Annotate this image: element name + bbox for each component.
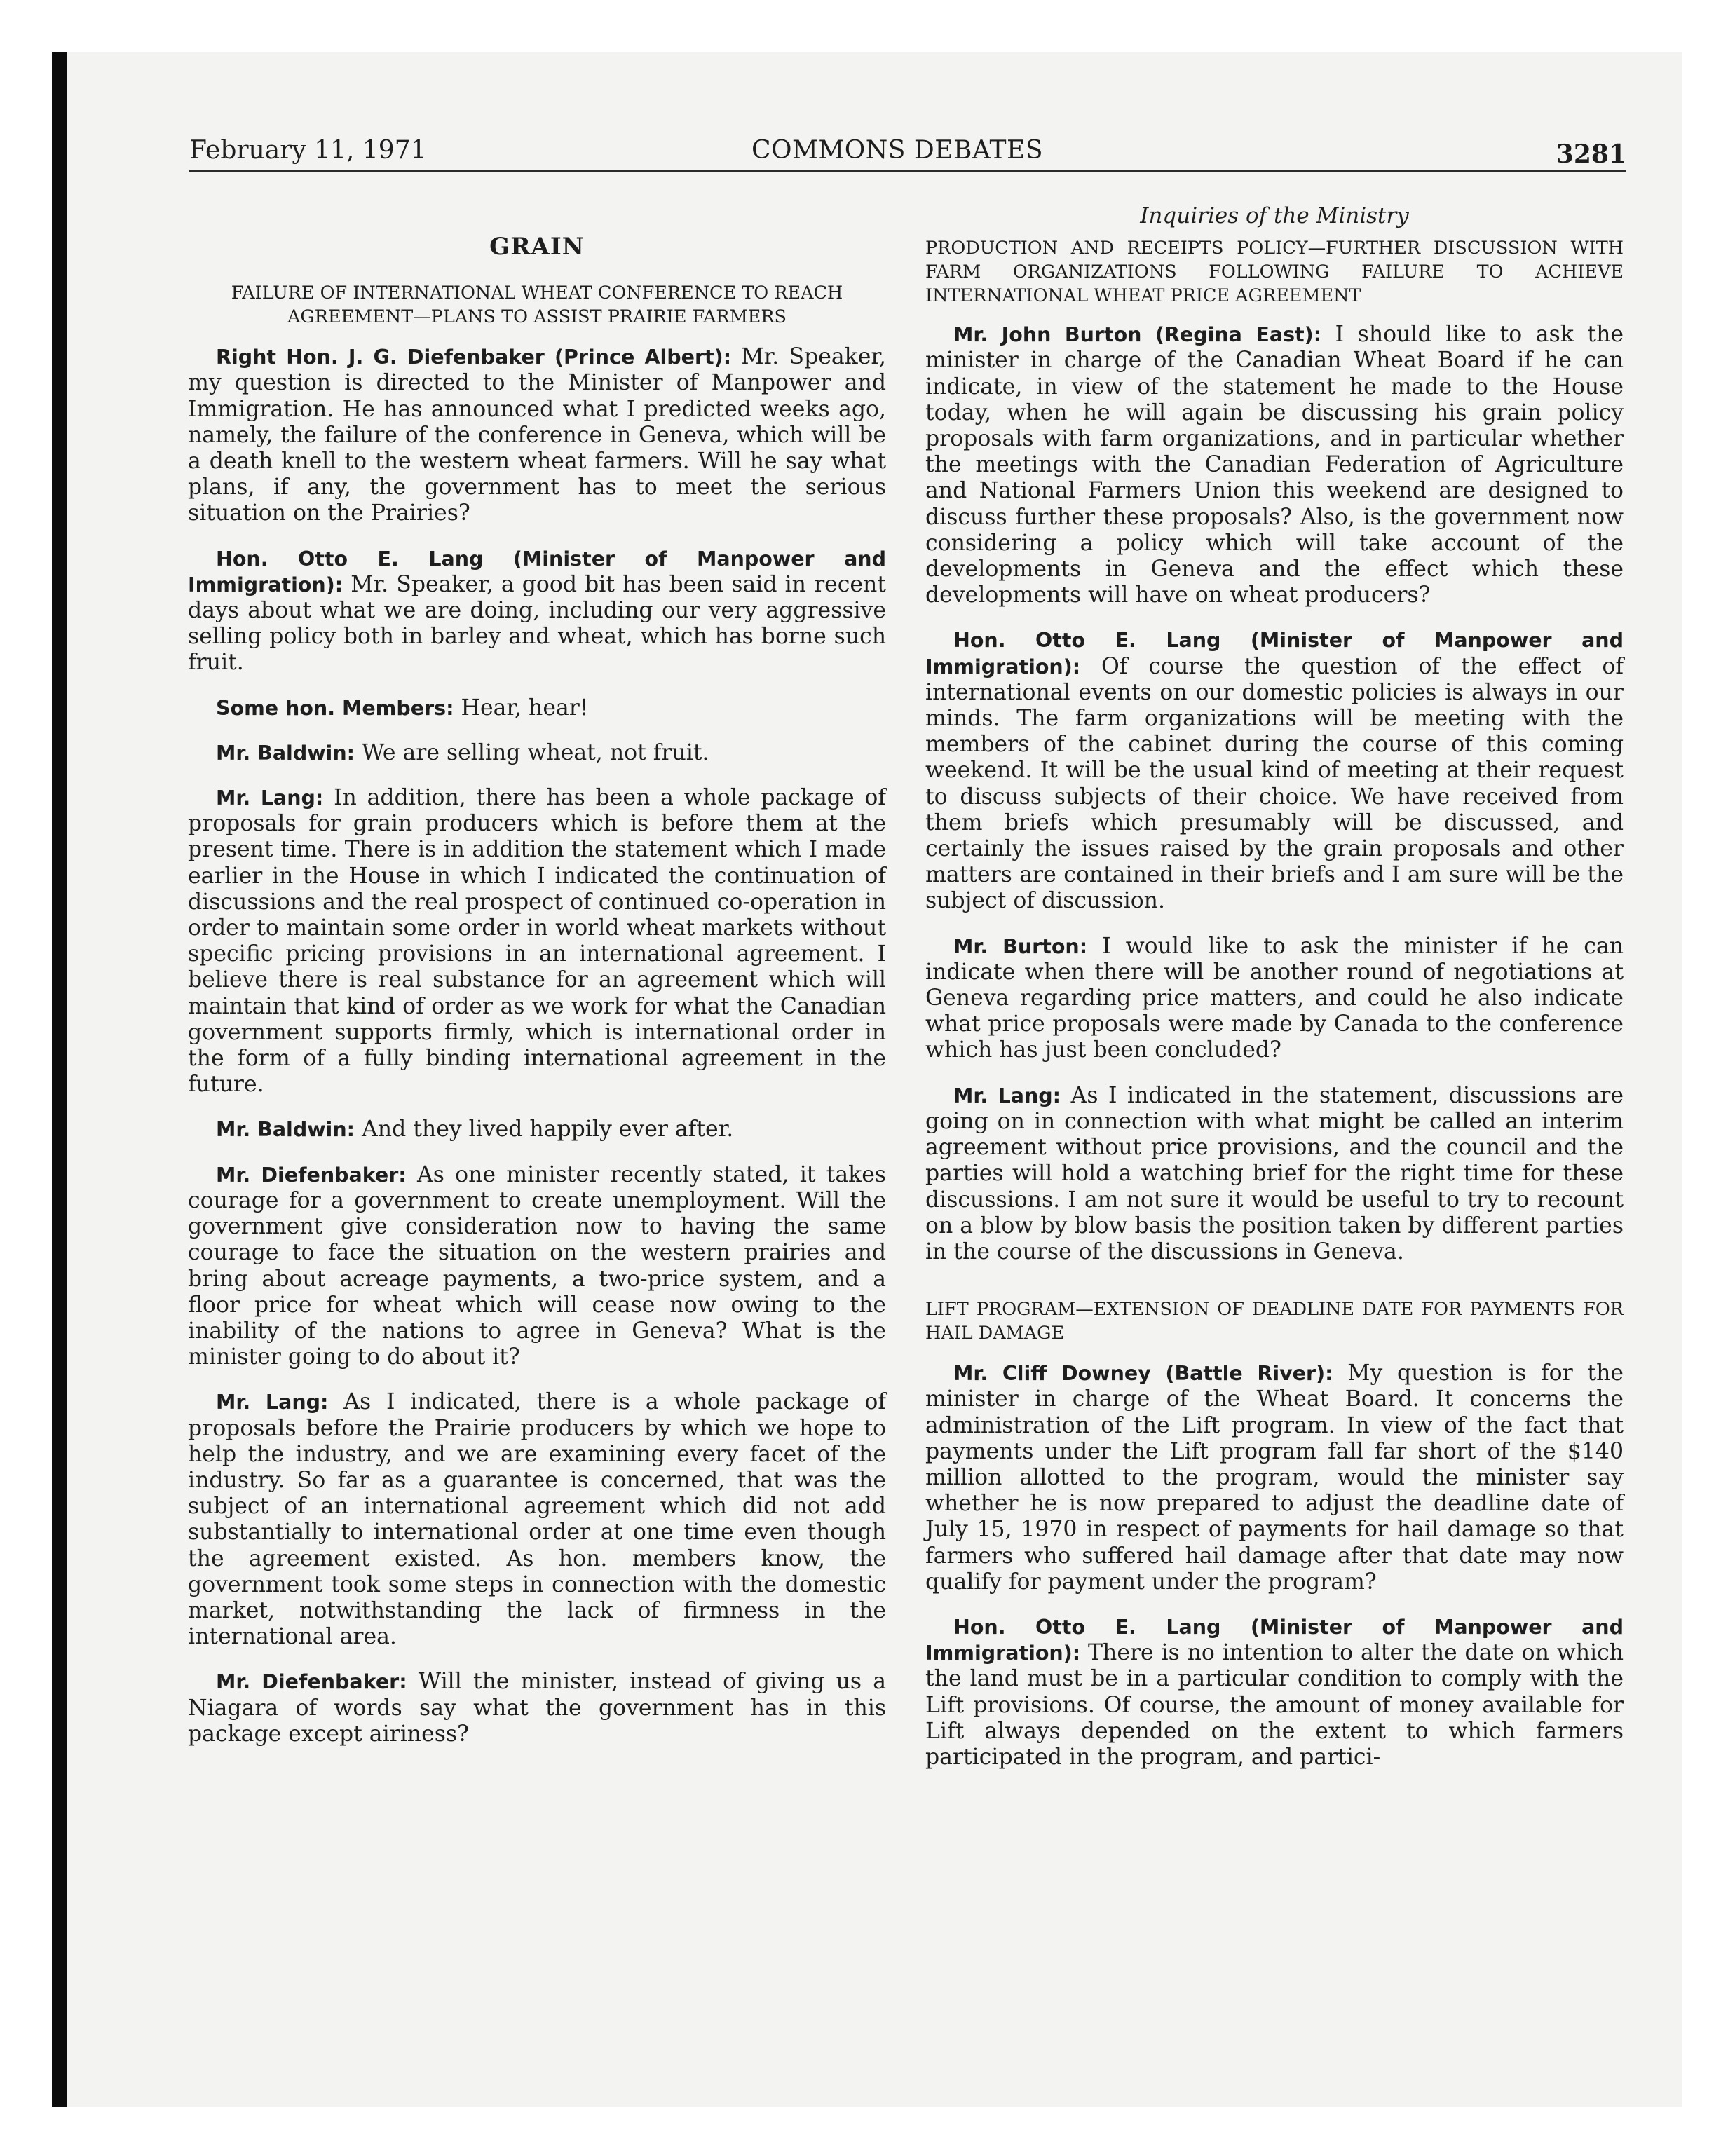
section-heading: FAILURE OF INTERNATIONAL WHEAT CONFERENCE TO REACH AGREEMENT—PLANS TO ASSIST PRAIRIE FARMERS — [231, 282, 843, 328]
speech-text: There is no intention to alter the date on which the land must be in a particular condition to comply with the Lift provisions. Of course, the amount of money available for Lift always depended on the extent to which farmers participated in the program, and partici- — [925, 1640, 1624, 1770]
speech-paragraph — [188, 740, 886, 766]
speech-text: Mr. Speaker, a good bit has been said in recent days about what we are doing, including our very aggressive selling policy both in barley and wheat, which has borne such fruit. — [188, 571, 886, 676]
speaker-name: Hon. Otto E. Lang (Minister of Manpower and Immigration): — [925, 629, 1624, 678]
speech-paragraph — [188, 785, 886, 1098]
speech-text: My question is for the minister in charge of the Wheat Board. It concerns the administration of the Lift program. In view of the fact that payments under the Lift program fall far short of the $140 million allotted to the program, would the minister say whether he is now prepared to adjust the deadline date of July 15, 1970 in respect of payments for hail damage so that farmers who suffered hail damage after that date may now qualify for payment under the program? — [925, 1360, 1624, 1595]
subject-heading: GRAIN — [489, 233, 585, 261]
left-column — [188, 203, 886, 1766]
speech-text: As I indicated, there is a whole package of proposals before the Prairie producers by which we hope to help the industry, and we are examining every facet of the industry. So far as a guarantee is concerned, that was the subject of an international agreement which did not add substantially to international order at one time even though the agreement existed. As hon. members know, the government took some steps in connection with the domestic market, notwithstanding the lack of firmness in the international area. — [188, 1389, 886, 1650]
speaker-name: Mr. Diefenbaker: — [216, 1163, 407, 1187]
speech-paragraph — [188, 1162, 886, 1371]
speaker-name: Hon. Otto E. Lang (Minister of Manpower and Immigration): — [188, 547, 886, 596]
speech-paragraph — [925, 322, 1624, 608]
speaker-name: Mr. John Burton (Regina East): — [953, 323, 1322, 347]
speaker-name: Hon. Otto E. Lang (Minister of Manpower and Immigration): — [925, 1615, 1624, 1665]
speech-paragraph — [188, 695, 886, 721]
speech-paragraph — [188, 1389, 886, 1650]
right-column — [925, 203, 1624, 1789]
speech-text: Of course the question of the effect of international events on our domestic policies is always in our minds. The farm organizations will be meeting with the members of the cabinet during the course of this coming weekend. It will be the usual kind of meeting at their request to discuss subjects of their choice. We have received from them briefs which presumably will be discussed, and certainly the issues raised by the grain proposals and other matters are contained in their briefs and I am sure will be the subject of discussion. — [925, 653, 1624, 914]
speech-text: Hear, hear! — [461, 695, 589, 721]
header-rule — [189, 170, 1626, 172]
speech-text: As I indicated in the statement, discussions are going on in connection with what might be called an interim agreement without price provisions, and the council and the parties will hold a watching brief for the right time for these discussions. I am not sure it would be useful to try to recount on a blow by blow basis the position taken by different parties in the course of the discussions in Geneva. — [925, 1082, 1624, 1264]
speech-text: In addition, there has been a whole package of proposals for grain producers which is before them at the present time. There is in addition the statement which I made earlier in the House in which I indicated the continuation of discussions and the real prospect of continued co-operation in order to maintain some order in world wheat markets without specific pricing provisions in an international agreement. I believe there is real substance for an agreement which will maintain that kind of order as we work for what the Canadian government supports firmly, which is international order in the form of a fully binding international agreement in the future. — [188, 785, 886, 1098]
speech-paragraph — [188, 344, 886, 526]
speech-paragraph — [188, 1669, 886, 1747]
scan-edge-shadow — [52, 52, 67, 2107]
speaker-name: Mr. Diefenbaker: — [216, 1670, 407, 1694]
speech-text: As one minister recently stated, it takes courage for a government to create unemployment. Will the government give consideration now to having the same courage to face the situation on the western prairies and bring about acreage payments, a two-price system, and a floor price for wheat which will cease now owing to the inability of the nations to agree in Geneva? What is the minister going to do about it? — [188, 1161, 886, 1370]
speaker-name: Mr. Lang: — [216, 786, 324, 810]
speech-text: I should like to ask the minister in charge of the Canadian Wheat Board if he can indicate, in view of the statement he made to the House today, when he will again be discussing his grain policy proposals with farm organizations, and in particular whether the meetings with the Canadian Federation of Agriculture and National Farmers Union this weekend are designed to discuss further these proposals? Also, is the government now considering a policy which will take account of the developments in Geneva and the effect which these developments will have on wheat producers? — [925, 322, 1624, 608]
speech-paragraph — [925, 627, 1624, 914]
speaker-name: Mr. Burton: — [953, 934, 1088, 958]
speaker-name: Some hon. Members: — [216, 696, 454, 720]
section-heading-production: PRODUCTION AND RECEIPTS POLICY—FURTHER DISCUSSION WITH FARM ORGANIZATIONS FOLLOWING FAILURE TO ACHIEVE INTERNATIONAL WHEAT PRICE AGREEMENT — [925, 238, 1624, 307]
speech-text: I would like to ask the minister if he can indicate when there will be another round of negotiations at Geneva regarding price matters, and could he also indicate what price proposals were made by Canada to the conference which has just been concluded? — [925, 933, 1624, 1063]
speaker-name: Right Hon. J. G. Diefenbaker (Prince Albert): — [216, 346, 732, 369]
speaker-name: Mr. Lang: — [953, 1084, 1061, 1107]
page-number: 3281 — [1556, 139, 1626, 169]
speaker-name: Mr. Baldwin: — [216, 741, 355, 765]
running-head: Inquiries of the Ministry — [1140, 203, 1409, 228]
page-header — [189, 136, 1626, 171]
speech-paragraph — [188, 546, 886, 676]
speech-paragraph — [188, 1117, 886, 1142]
speech-text: And they lived happily ever after. — [362, 1117, 734, 1142]
header-date: February 11, 1971 — [189, 136, 427, 165]
left-paragraphs — [188, 344, 886, 1747]
speaker-name: Mr. Cliff Downey (Battle River): — [953, 1362, 1333, 1386]
speech-paragraph — [925, 1360, 1624, 1595]
header-title: COMMONS DEBATES — [751, 136, 1043, 165]
speaker-name: Mr. Baldwin: — [216, 1118, 355, 1142]
right-paragraphs-1 — [925, 322, 1624, 1265]
section-heading-lift: LIFT PROGRAM—EXTENSION OF DEADLINE DATE FOR PAYMENTS FOR HAIL DAMAGE — [925, 1299, 1624, 1344]
speech-text: Mr. Speaker, my question is directed to the Minister of Manpower and Immigration. He has announced what I predicted weeks ago, namely, the failure of the conference in Geneva, which will be a death knell to the western wheat farmers. Will he say what plans, if any, the government has to meet the serious situation on the Prairies? — [188, 344, 886, 526]
speech-paragraph — [925, 934, 1624, 1064]
speech-text: Will the minister, instead of giving us a Niagara of words say what the government has in this package except airiness? — [188, 1669, 887, 1747]
right-paragraphs-2 — [925, 1360, 1624, 1770]
speaker-name: Mr. Lang: — [216, 1391, 329, 1414]
speech-paragraph — [925, 1083, 1624, 1265]
speech-text: We are selling wheat, not fruit. — [362, 739, 709, 765]
speech-paragraph — [925, 1614, 1624, 1770]
